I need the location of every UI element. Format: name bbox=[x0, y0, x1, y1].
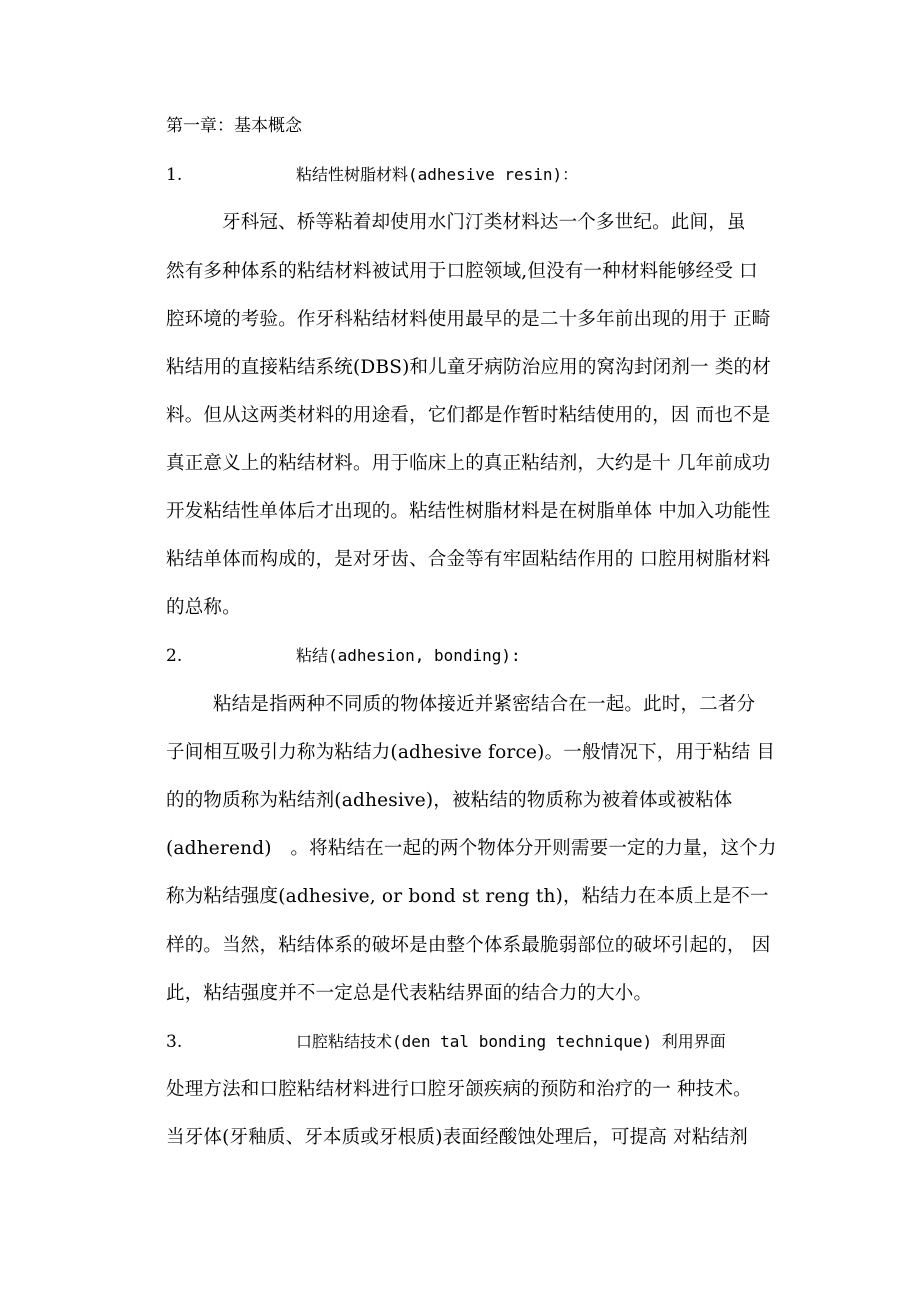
item-2-title: 粘结(adhesion, bonding): bbox=[296, 646, 521, 665]
item-3-title: 口腔粘结技术(den tal bonding technique) 利用界面 bbox=[296, 1032, 726, 1051]
item-2-heading bbox=[166, 643, 726, 669]
paragraph-line: 腔环境的考验。作牙科粘结材料使用最早的是二十多年前出现的用于 正畸 bbox=[166, 309, 771, 330]
item-1-title: 粘结性树脂材料(adhesive resin)： bbox=[296, 165, 579, 184]
paragraph-line: 粘结单体而构成的，是对牙齿、合金等有牢固粘结作用的 口腔用树脂材料 bbox=[166, 549, 771, 570]
paragraph-line: 当牙体(牙釉质、牙本质或牙根质)表面经酸蚀处理后，可提高 对粘结剂 bbox=[166, 1127, 748, 1148]
item-2-number: 2. bbox=[166, 646, 183, 666]
paragraph-line: 然有多种体系的粘结材料被试用于口腔领域,但没有一种材料能够经受 口 bbox=[166, 261, 758, 282]
paragraph-line: 处理方法和口腔粘结材料进行口腔牙颌疾病的预防和治疗的一 种技术。 bbox=[166, 1079, 752, 1100]
item-3-number: 3. bbox=[166, 1032, 183, 1052]
paragraph-line: 样的。当然，粘结体系的破坏是由整个体系最脆弱部位的破坏引起的， 因 bbox=[166, 935, 771, 956]
paragraph-line: (adherend) 。将粘结在一起的两个物体分开则需要一定的力量，这个力 bbox=[166, 838, 777, 859]
paragraph-line: 的总称。 bbox=[166, 597, 241, 618]
paragraph-line: 粘结用的直接粘结系统(DBS)和儿童牙病防治应用的窝沟封闭剂一 类的材 bbox=[166, 357, 771, 378]
item-1-number: 1. bbox=[166, 165, 183, 185]
chapter-title: 第一章：基本概念 bbox=[166, 116, 302, 136]
paragraph-line: 的的物质称为粘结剂(adhesive)，被粘结的物质称为被着体或被粘体 bbox=[166, 790, 733, 811]
item-3-heading bbox=[166, 1029, 766, 1055]
paragraph-line: 牙科冠、桥等粘着却使用水门汀类材料达一个多世纪。此间，虽 bbox=[222, 212, 746, 233]
paragraph-line: 开发粘结性单体后才出现的。粘结性树脂材料是在树脂单体 中加入功能性 bbox=[166, 501, 771, 522]
paragraph-line: 子间相互吸引力称为粘结力(adhesive force)。一般情况下，用于粘结 目 bbox=[166, 742, 776, 763]
paragraph-line: 称为粘结强度(adhesive, or bond st reng th)，粘结力在本质上是不一 bbox=[166, 886, 769, 907]
item-1-heading bbox=[166, 162, 726, 188]
paragraph-line: 此，粘结强度并不一定总是代表粘结界面的结合力的大小。 bbox=[166, 983, 653, 1004]
paragraph-line: 料。但从这两类材料的用途看，它们都是作暂时粘结使用的，因 而也不是 bbox=[166, 405, 771, 426]
paragraph-line: 粘结是指两种不同质的物体接近并紧密结合在一起。此时，二者分 bbox=[213, 694, 756, 715]
paragraph-line: 真正意义上的粘结材料。用于临床上的真正粘结剂，大约是十 几年前成功 bbox=[166, 453, 771, 474]
